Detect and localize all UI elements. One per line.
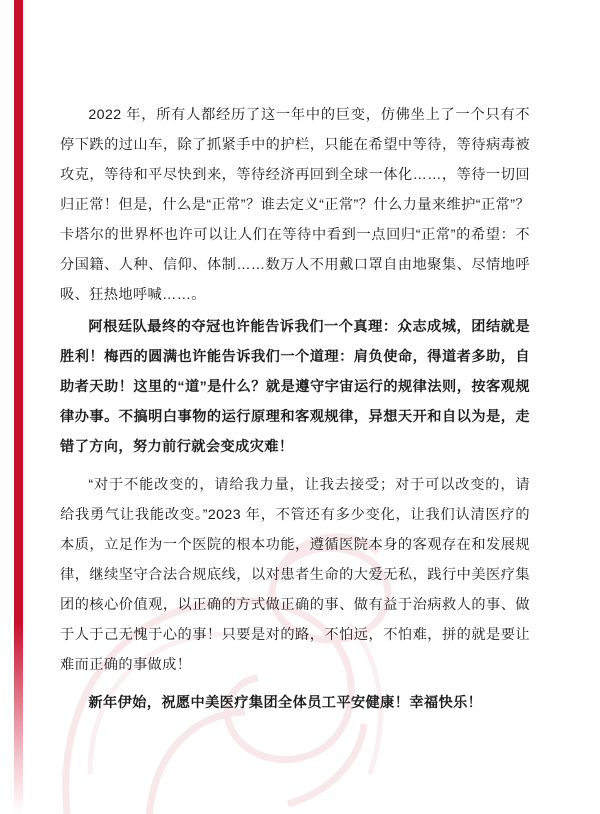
paragraph-1: 2022 年，所有人都经历了这一年中的巨变，仿佛坐上了一个只有不停下跌的过山车，除了抓紧手中的护栏，只能在希望中等待，等待病毒被攻克，等待和平尽快到来，等待经济再回到全球一体化……，等待一切回归正常！但是，什么是“正常”？谁去定义“正常”？什么力量来维护“正常”？卡塔尔的世界杯也许可以让人们在等待中看到一点回归“正常”的希望：不分国籍、人种、信仰、体制……数万人不用戴口罩自由地聚集、尽情地呼吸、狂热地呼喊……。 bbox=[60, 107, 530, 303]
paragraph-2: “对于不能改变的，请给我力量，让我去接受；对于可以改变的，请给我勇气让我能改变。”2023 年，不管还有多少变化，让我们认清医疗的本质，立足作为一个医院的根本功能，遵循医院本身的客观存在和发展规律，继续坚守合法合规底线，以对患者生命的大爱无私，践行中美医疗集团的核心价值观，以正确的方式做正确的事、做有益于治病救人的事、做于人于己无愧于心的事！只要是对的路，不怕远，不怕难，拼的就是要让难而正确的事做成！ bbox=[60, 477, 530, 673]
paragraph-1b: 阿根廷队最终的夺冠也许能告诉我们一个真理：众志成城，团结就是胜利！梅西的圆满也许能告诉我们一个道理：肩负使命，得道者多助，自助者天助！这里的“道”是什么？就是遵守宇宙运行的规律法则，按客观规律办事。不搞明白事物的运行原理和客观规律，异想天开和自以为是，走错了方向，努力前行就会变成灾难！ bbox=[60, 319, 530, 455]
left-accent-bar-fade bbox=[14, 624, 23, 814]
document-body bbox=[60, 100, 530, 720]
paragraph-3: 新年伊始，祝愿中美医疗集团全体员工平安健康！幸福快乐！ bbox=[88, 695, 483, 711]
left-accent-bar bbox=[14, 0, 23, 624]
